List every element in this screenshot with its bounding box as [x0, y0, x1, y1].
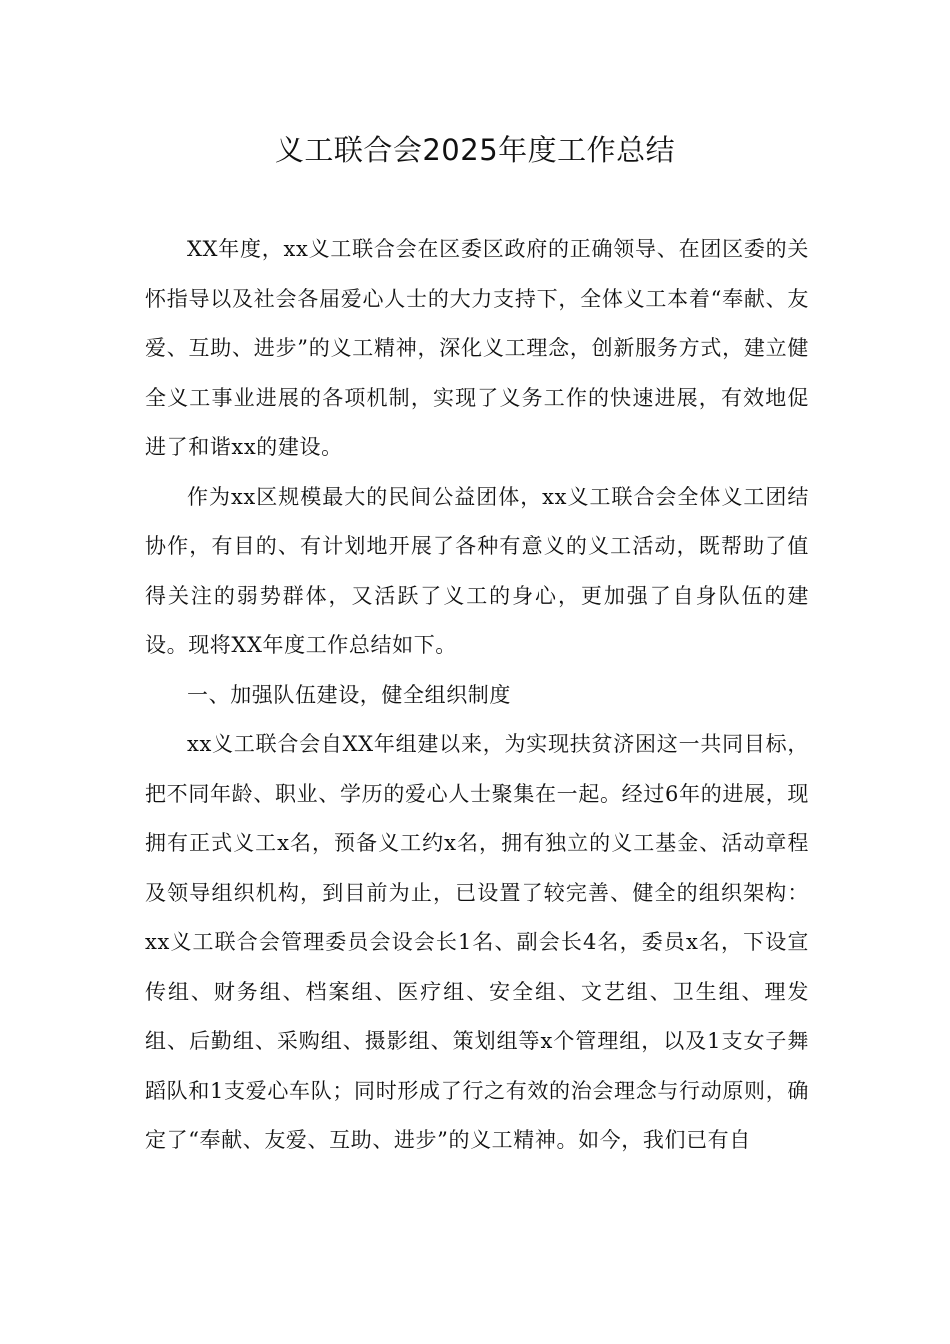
section-heading: 一、加强队伍建设，健全组织制度	[187, 682, 511, 707]
paragraph-overview: 作为xx区规模最大的民间公益团体，xx义工联合会全体义工团结协作，有目的、有计划地开展了各种有意义的义工活动，既帮助了值得关注的弱势群体，又活跃了义工的身心，更加强了自身队伍的建设。现将XX年度工作总结如下。	[145, 484, 809, 657]
document-body	[145, 225, 809, 1166]
paragraph-intro: XX年度，xx义工联合会在区委区政府的正确领导、在团区委的关怀指导以及社会各届爱心人士的大力支持下，全体义工本着“奉献、友爱、互助、进步”的义工精神，深化义工理念，创新服务方式，建立健全义工事业进展的各项机制，实现了义务工作的快速进展，有效地促进了和谐xx的建设。	[145, 237, 809, 459]
paragraph-organization: xx义工联合会自XX年组建以来，为实现扶贫济困这一共同目标，把不同年龄、职业、学历的爱心人士聚集在一起。经过6年的进展，现拥有正式义工x名，预备义工约x名，拥有独立的义工基金、活动章程及领导组织机构，到目前为止，已设置了较完善、健全的组织架构：xx义工联合会管理委员会设会长1名、副会长4名，委员x名，下设宣传组、财务组、档案组、医疗组、安全组、文艺组、卫生组、理发组、后勤组、采购组、摄影组、策划组等x个管理组，以及1支女子舞蹈队和1支爱心车队；同时形成了行之有效的治会理念与行动原则，确定了“奉献、友爱、互助、进步”的义工精神。如今，我们已有自	[145, 732, 809, 1152]
document-title: 义工联合会2025年度工作总结	[274, 133, 676, 167]
